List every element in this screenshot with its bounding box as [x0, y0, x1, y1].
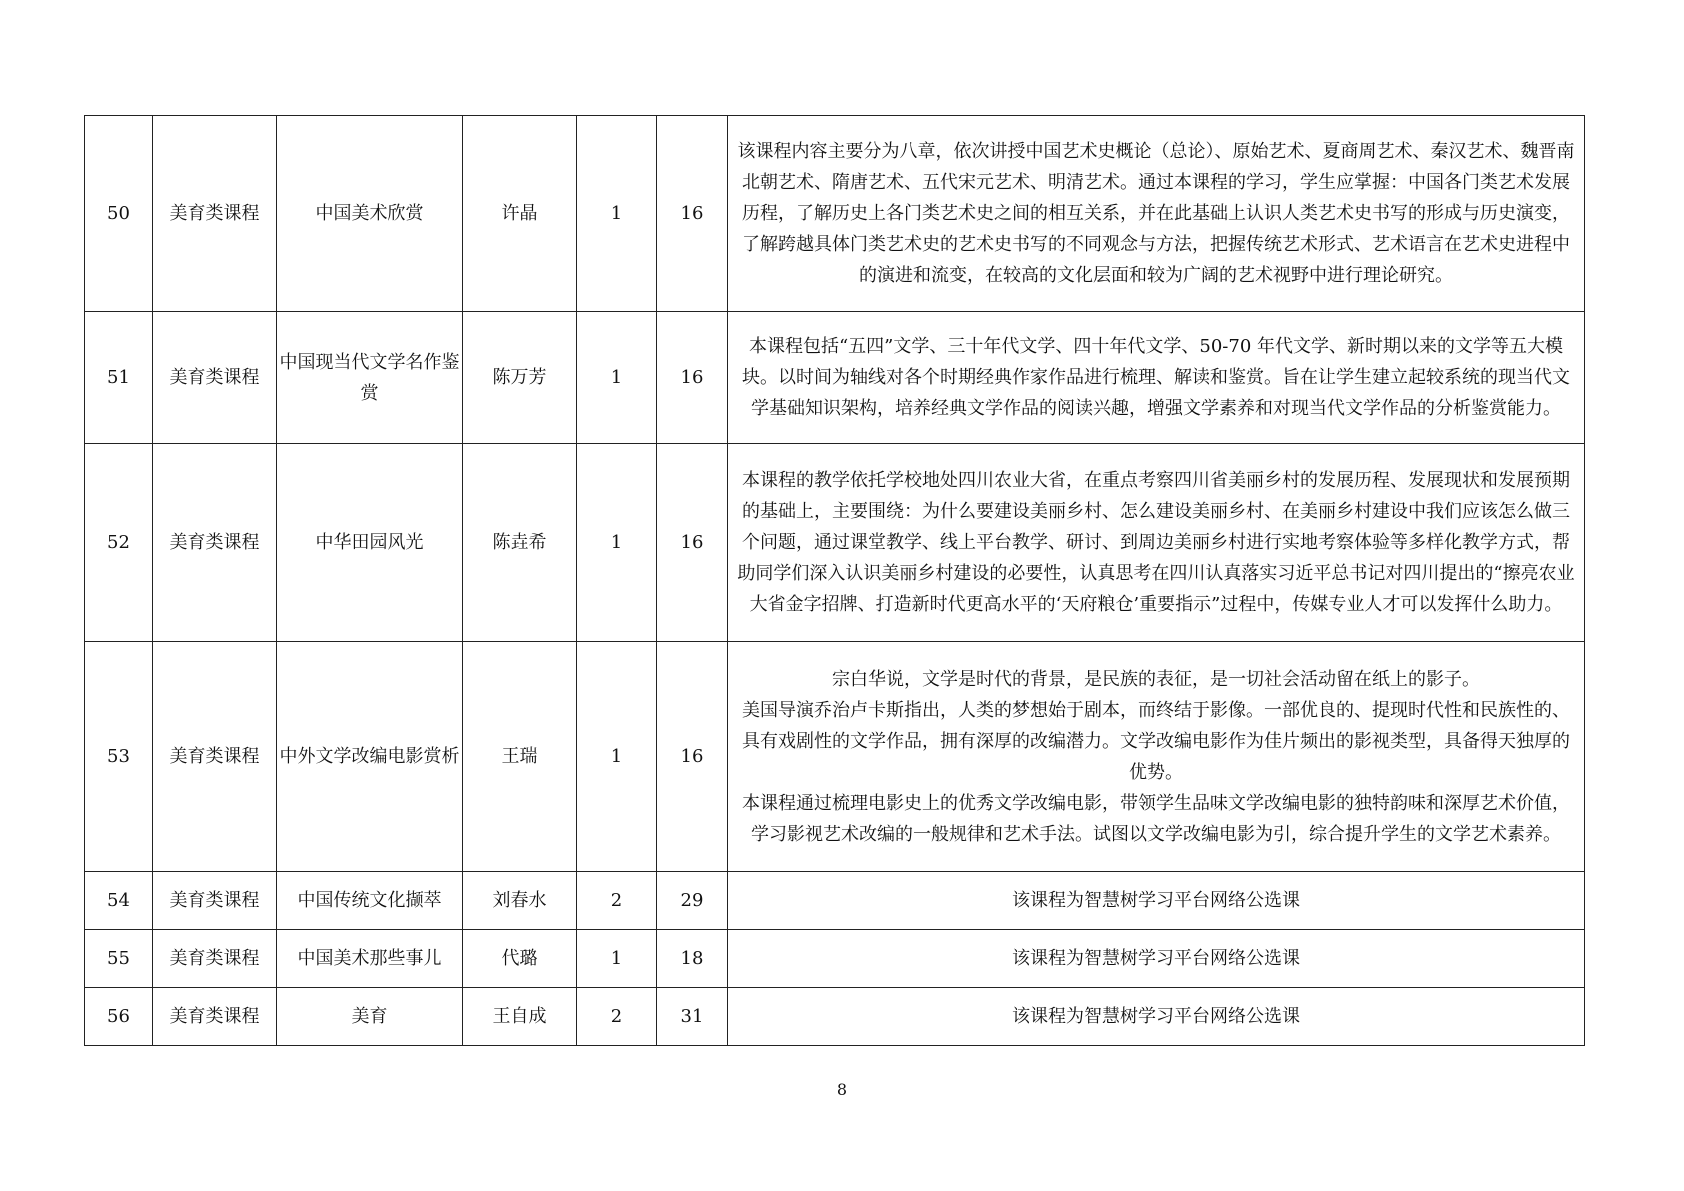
course-category: 美育类课程: [153, 872, 277, 930]
course-hours: 16: [657, 642, 728, 872]
teacher-name: 陈垚希: [463, 444, 577, 642]
teacher-name: 刘春水: [463, 872, 577, 930]
course-description: [728, 930, 1585, 988]
teacher-name: 王瑞: [463, 642, 577, 872]
table-row: [85, 872, 1585, 930]
course-hours: 16: [657, 312, 728, 444]
course-credit: 1: [577, 444, 657, 642]
row-number: 50: [85, 116, 153, 312]
course-description: [728, 642, 1585, 872]
course-name: 中国传统文化撷萃: [277, 872, 463, 930]
course-hours: 16: [657, 444, 728, 642]
course-hours: 18: [657, 930, 728, 988]
table-row: [85, 988, 1585, 1046]
description-paragraph: 本课程包括“五四”文学、三十年代文学、四十年代文学、50-70 年代文学、新时期以来的文学等五大模块。以时间为轴线对各个时期经典作家作品进行梳理、解读和鉴赏。旨在让学生建立起较系统的现当代文学基础知识架构，培养经典文学作品的阅读兴趣，增强文学素养和对现当代文学作品的分析鉴赏能力。: [742, 336, 1570, 419]
course-description: [728, 872, 1585, 930]
course-table: [84, 115, 1585, 1046]
description-paragraph: 宗白华说，文学是时代的背景，是民族的表征，是一切社会活动留在纸上的影子。: [832, 668, 1480, 690]
row-number: 56: [85, 988, 153, 1046]
course-description: [728, 116, 1585, 312]
course-name: 中国现当代文学名作鉴赏: [277, 312, 463, 444]
course-category: 美育类课程: [153, 642, 277, 872]
teacher-name: 许晶: [463, 116, 577, 312]
table-row: [85, 642, 1585, 872]
course-category: 美育类课程: [153, 444, 277, 642]
row-number: 53: [85, 642, 153, 872]
course-category: 美育类课程: [153, 930, 277, 988]
table-row: [85, 116, 1585, 312]
description-paragraph: 本课程通过梳理电影史上的优秀文学改编电影，带领学生品味文学改编电影的独特韵味和深厚艺术价值，学习影视艺术改编的一般规律和艺术手法。试图以文学改编电影为引，综合提升学生的文学艺术素养。: [742, 792, 1570, 845]
description-paragraph: 该课程为智慧树学习平台网络公选课: [1012, 890, 1300, 911]
description-paragraph: 本课程的教学依托学校地处四川农业大省，在重点考察四川省美丽乡村的发展历程、发展现状和发展预期的基础上，主要围绕：为什么要建设美丽乡村、怎么建设美丽乡村、在美丽乡村建设中我们应该怎么做三个问题，通过课堂教学、线上平台教学、研讨、到周边美丽乡村进行实地考察体验等多样化教学方式，帮助同学们深入认识美丽乡村建设的必要性，认真思考在四川认真落实习近平总书记对四川提出的“擦亮农业大省金字招牌、打造新时代更高水平的‘天府粮仓’重要指示”过程中，传媒专业人才可以发挥什么助力。: [737, 470, 1575, 615]
course-name: 中外文学改编电影赏析: [277, 642, 463, 872]
course-category: 美育类课程: [153, 116, 277, 312]
course-credit: 2: [577, 988, 657, 1046]
course-description: [728, 444, 1585, 642]
course-hours: 31: [657, 988, 728, 1046]
course-description: [728, 312, 1585, 444]
table-row: [85, 930, 1585, 988]
row-number: 52: [85, 444, 153, 642]
course-hours: 29: [657, 872, 728, 930]
course-name: 中国美术那些事儿: [277, 930, 463, 988]
course-credit: 2: [577, 872, 657, 930]
description-paragraph: 美国导演乔治卢卡斯指出，人类的梦想始于剧本，而终结于影像。一部优良的、提现时代性和民族性的、具有戏剧性的文学作品，拥有深厚的改编潜力。文学改编电影作为佳片频出的影视类型，具备得天独厚的优势。: [742, 699, 1570, 783]
course-hours: 16: [657, 116, 728, 312]
course-credit: 1: [577, 116, 657, 312]
course-category: 美育类课程: [153, 312, 277, 444]
description-paragraph: 该课程为智慧树学习平台网络公选课: [1012, 948, 1300, 969]
teacher-name: 王自成: [463, 988, 577, 1046]
course-name: 中国美术欣赏: [277, 116, 463, 312]
description-paragraph: 该课程内容主要分为八章，依次讲授中国艺术史概论（总论）、原始艺术、夏商周艺术、秦汉艺术、魏晋南北朝艺术、隋唐艺术、五代宋元艺术、明清艺术。通过本课程的学习，学生应掌握：中国各门类艺术发展历程，了解历史上各门类艺术史之间的相互关系，并在此基础上认识人类艺术史书写的形成与历史演变，了解跨越具体门类艺术史的艺术史书写的不同观念与方法，把握传统艺术形式、艺术语言在艺术史进程中的演进和流变，在较高的文化层面和较为广阔的艺术视野中进行理论研究。: [737, 141, 1575, 286]
teacher-name: 陈万芳: [463, 312, 577, 444]
course-name: 美育: [277, 988, 463, 1046]
course-category: 美育类课程: [153, 988, 277, 1046]
table-row: [85, 444, 1585, 642]
row-number: 51: [85, 312, 153, 444]
teacher-name: 代璐: [463, 930, 577, 988]
description-paragraph: 该课程为智慧树学习平台网络公选课: [1012, 1006, 1300, 1027]
course-name: 中华田园风光: [277, 444, 463, 642]
row-number: 55: [85, 930, 153, 988]
course-description: [728, 988, 1585, 1046]
table-row: [85, 312, 1585, 444]
course-credit: 1: [577, 930, 657, 988]
course-credit: 1: [577, 312, 657, 444]
row-number: 54: [85, 872, 153, 930]
page-number: 8: [836, 1080, 848, 1099]
course-credit: 1: [577, 642, 657, 872]
